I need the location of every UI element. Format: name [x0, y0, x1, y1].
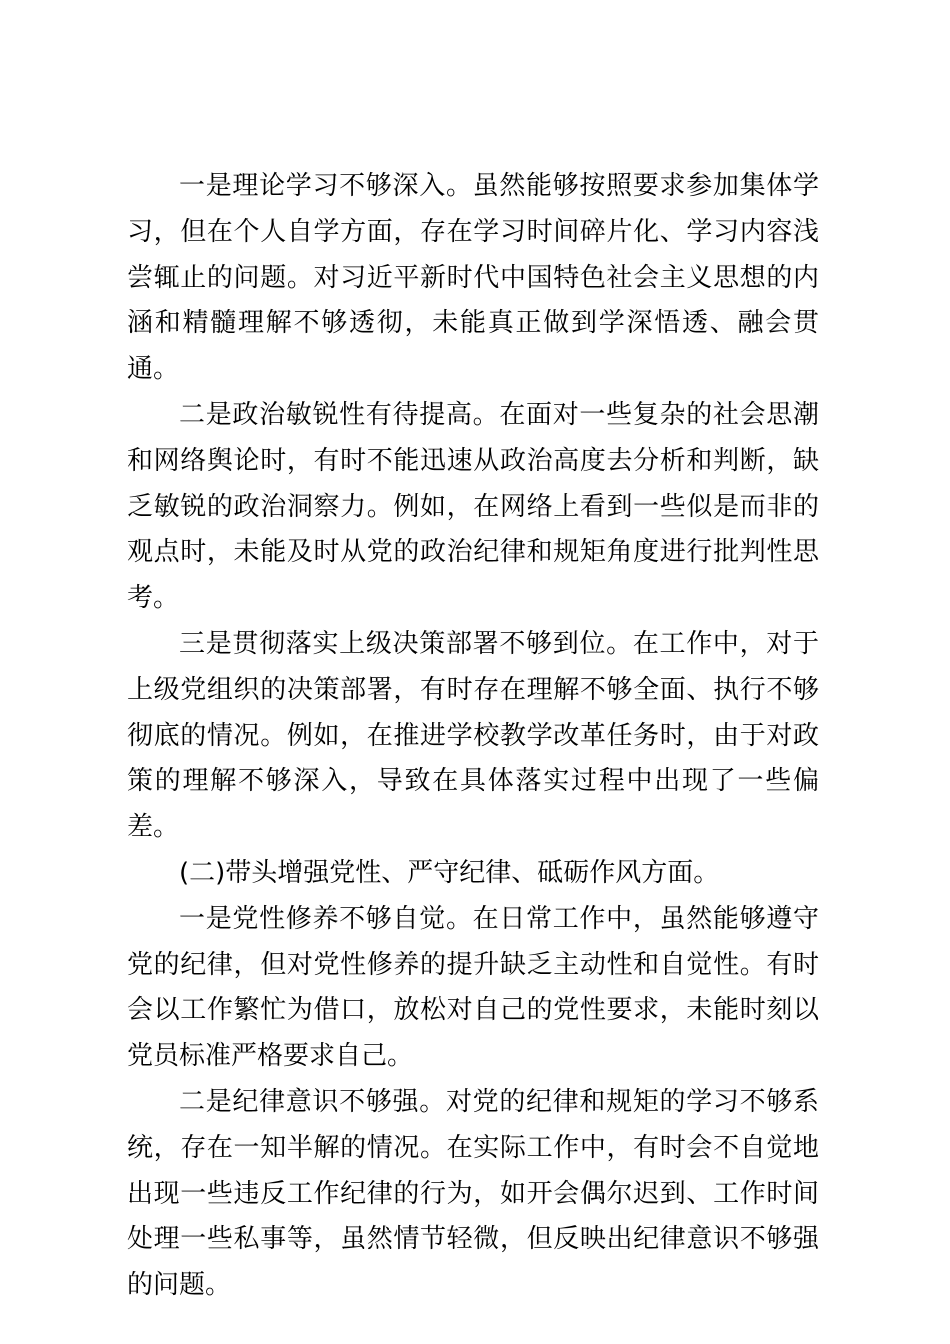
document-body — [127, 164, 819, 1309]
section-heading-party-spirit: (二)带头增强党性、严守纪律、砥砺作风方面。 — [179, 857, 720, 888]
paragraph-political-sensitivity: 二是政治敏锐性有待提高。在面对一些复杂的社会思潮和网络舆论时，有时不能迅速从政治高度去分析和判断，缺乏敏锐的政治洞察力。例如，在网络上看到一些似是而非的观点时，未能及时从党的政治纪律和规矩角度进行批判性思考。 — [127, 399, 819, 614]
paragraph-implementation: 三是贯彻落实上级决策部署不够到位。在工作中，对于上级党组织的决策部署，有时存在理解不够全面、执行不够彻底的情况。例如，在推进学校教学改革任务时，由于对政策的理解不够深入，导致在具体落实过程中出现了一些偏差。 — [127, 628, 819, 843]
paragraph-discipline-awareness: 二是纪律意识不够强。对党的纪律和规矩的学习不够系统，存在一知半解的情况。在实际工作中，有时会不自觉地出现一些违反工作纪律的行为，如开会偶尔迟到、工作时间处理一些私事等，虽然情节轻微，但反映出纪律意识不够强的问题。 — [127, 1086, 819, 1301]
paragraph-party-cultivation: 一是党性修养不够自觉。在日常工作中，虽然能够遵守党的纪律，但对党性修养的提升缺乏主动性和自觉性。有时会以工作繁忙为借口，放松对自己的党性要求，未能时刻以党员标准严格要求自己。 — [127, 903, 819, 1072]
paragraph-theory-study: 一是理论学习不够深入。虽然能够按照要求参加集体学习，但在个人自学方面，存在学习时间碎片化、学习内容浅尝辄止的问题。对习近平新时代中国特色社会主义思想的内涵和精髓理解不够透彻，未能真正做到学深悟透、融会贯通。 — [127, 171, 819, 385]
